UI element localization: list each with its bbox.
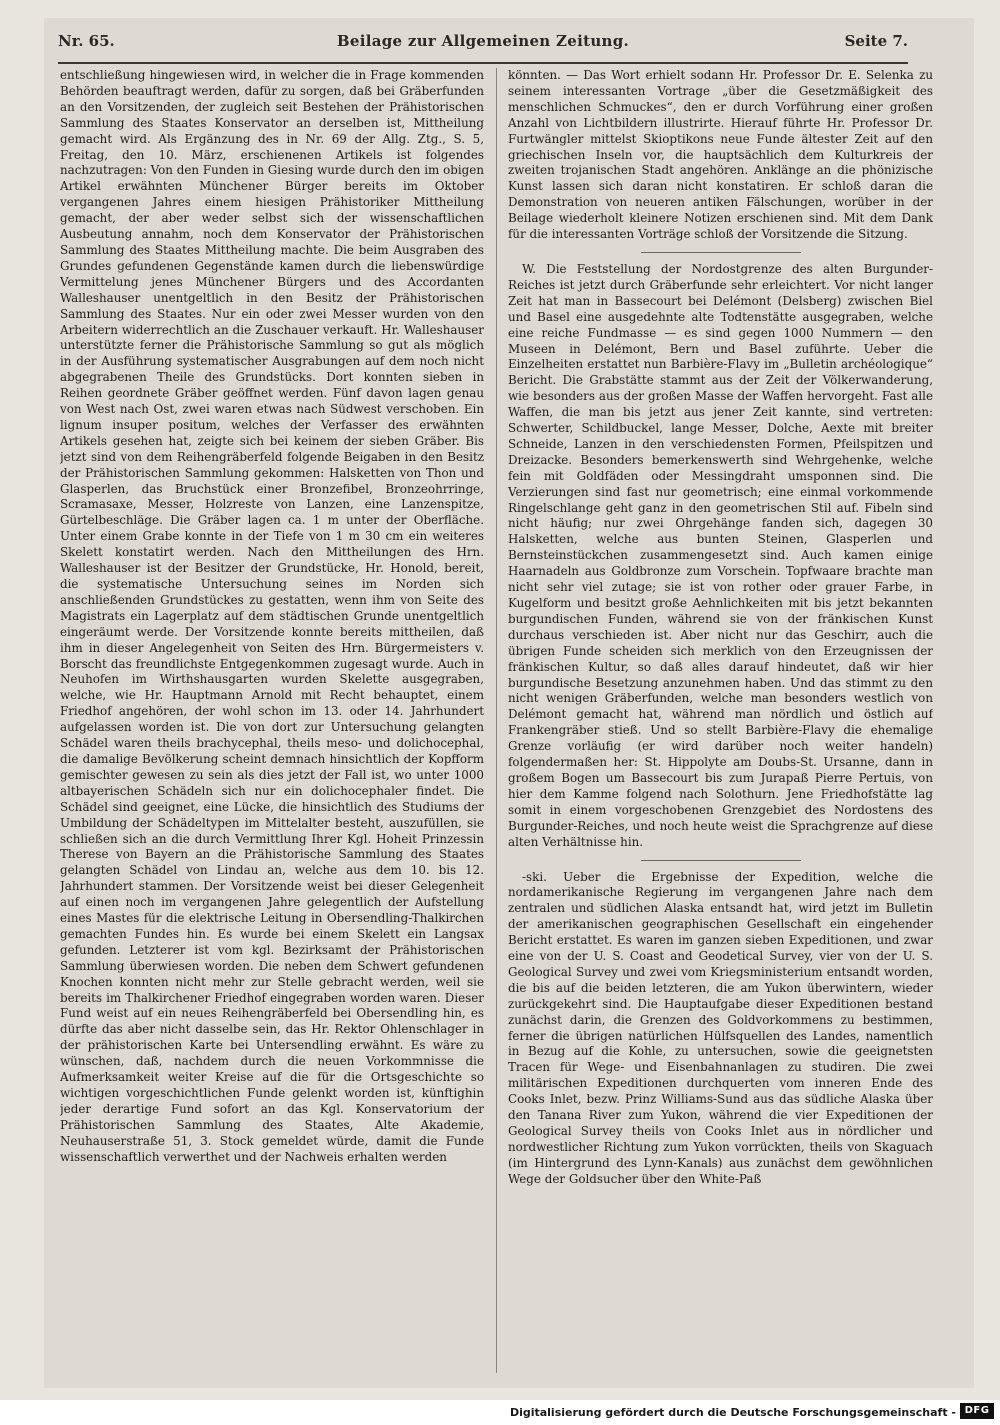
issue-number: Nr. 65. <box>58 32 115 50</box>
right-column <box>508 68 933 1378</box>
page-number: Seite 7. <box>844 32 908 50</box>
article-continuation: entschließung hingewiesen wird, in welcher die in Frage kommenden Behörden beauftragt werden, dafür zu sorgen, daß bei Gräberfunden an den Vorsitzenden, der zugleich seit Bestehen der Prähistorischen Sammlung des Staates Konservator an derselben ist, Mittheilung gemacht wird. Als Ergänzung des in Nr. 69 der Allg. Ztg., S. 5, Freitag, den 10. März, erschienenen Artikels ist folgendes nachzutragen: Von den Funden in Giesing wurde durch den im obigen Artikel erwähnten Münchener Bürger bereits im Oktober vergangenen Jahres einem hiesigen Prähistoriker Mittheilung gemacht, der aber weder selbst sich der wissenschaftlichen Ausbeutung annahm, noch dem Konservator der Prähistorischen Sammlung des Staates Mittheilung machte. Die beim Ausgraben des Grundes gefundenen Gegenstände kamen durch die liebenswürdige Vermittelung jenes Münchener Bürgers und des Accordanten Walleshauser unentgeltlich in den Besitz der Prähistorischen Sammlung des Staates. Nur ein oder zwei Messer wurden von den Arbeitern widerrechtlich an die Zuschauer verkauft. Hr. Walleshauser unterstützte ferner die Prähistorische Sammlung so gut als möglich in der Ausführung systematischer Ausgrabungen auf dem noch nicht abgegrabenen Theile des Grundstücks. Dort konnten sieben in Reihen geordnete Gräber geöffnet werden. Fünf davon lagen genau von West nach Ost, zwei waren etwas nach Südwest verschoben. Ein lignum insuper positum, welches der Verfasser des erwähnten Artikels gesehen hat, zeigte sich bei keinem der sieben Gräber. Bis jetzt sind von dem Reihengräberfeld folgende Beigaben in den Besitz der Prähistorischen Sammlung gekommen: Halsketten von Thon und Glasperlen, das Bruchstück einer Bronzefibel, Bronzeohrringe, Scramasaxe, Messer, Holzreste von Lanzen, eine Lanzenspitze, Gürtelbeschläge. Die Gräber lagen ca. 1 m unter der Oberfläche. Unter einem Grabe konnte in der Tiefe von 1 m 30 cm ein weiteres Skelett konstatirt werden. Nach den Mittheilungen des Hrn. Walleshauser ist der Besitzer der Grundstücke, Hr. Honold, bereit, die systematische Untersuchung seines im Norden sich anschließenden Grundstückes zu gestatten, wenn ihm von Seite des Magistrats ein Lagerplatz auf dem städtischen Grunde unentgeltlich eingeräumt werde. Der Vorsitzende konnte bereits mittheilen, daß ihm in dieser Angelegenheit von Seiten des Hrn. Bürgermeisters v. Borscht das freundlichste Entgegenkommen zugesagt wurde. Auch in Neuhofen im Wirthshausgarten wurden Skelette ausgegraben, welche, wie Hr. Hauptmann Arnold mit Recht behauptet, einem Friedhof angehören, der wohl schon im 13. oder 14. Jahrhundert aufgelassen worden ist. Die von dort zur Untersuchung gelangten Schädel waren theils brachycephal, theils meso- und dolichocephal, die damalige Bevölkerung scheint demnach hinsichtlich der Kopfform gemischter gewesen zu sein als dies jetzt der Fall ist, wo unter 1000 altbayerischen Schädeln sich nur ein dolichocephaler findet. Die Schädel sind geeignet, eine Lücke, die hinsichtlich des Studiums der Umbildung der Schädeltypen im Mittelalter besteht, auszufüllen, sie schließen sich an die durch Vermittlung Ihrer Kgl. Hoheit Prinzessin Therese von Bayern an die Prähistorische Sammlung des Staates gelangten Schädel von Lindau an, welche aus dem 10. bis 12. Jahrhundert stammen. Der Vorsitzende weist bei dieser Gelegenheit auf einen noch im vergangenen Jahre gelegentlich der Aufstellung eines Mastes für die elektrische Leitung in Obersendling-Thalkirchen gemachten Fundes hin. Es wurde bei einem Skelett ein Langsax gefunden. Letzterer ist vom kgl. Bezirksamt der Prähistorischen Sammlung überwiesen worden. Die neben dem Schwert gefundenen Knochen konnten nicht mehr zur Stelle gebracht werden, weil sie bereits im Thalkirchener Friedhof eingegraben worden waren. Dieser Fund weist auf ein neues Reihengräberfeld bei Obersendling hin, es dürfte das aber nicht dasselbe sein, das Hr. Rektor Ohlenschlager in der prähistorischen Karte bei Untersendling erwähnt. Es wäre zu wünschen, daß, nachdem durch die neuen Vorkommnisse die Aufmerksamkeit weiter Kreise auf die für die Ortsgeschichte so wichtigen vorgeschichtlichen Funde gelenkt worden ist, künftighin jeder derartige Fund sofort an das Kgl. Konservatorium der Prähistorischen Sammlung des Staates, Alte Akademie, Neuhauserstraße 51, 3. Stock gemeldet würde, damit die Funde wissenschaftlich verwerthet und der Nachweis erhalten werden <box>60 68 484 1164</box>
running-head <box>58 32 908 58</box>
article-burgundian-border: W. Die Feststellung der Nordostgrenze des alten Burgunder-Reiches ist jetzt durch Gräberfunde sehr erleichtert. Vor nicht langer Zeit hat man in Bassecourt bei Delémont (Delsberg) zwischen Biel und Basel eine ausgedehnte alte Todtenstätte ausgegraben, welche eine reiche Fundmasse — es sind gegen 1000 Nummern — den Museen in Delémont, Bern und Basel zuführte. Ueber die Einzelheiten erstattet nun Barbière-Flavy im „Bulletin archéologique“ Bericht. Die Grabstätte stammt aus der Zeit der Völkerwanderung, wie besonders aus der großen Masse der Waffen hervorgeht. Fast alle Waffen, die man bis jetzt aus jener Zeit kannte, sind vertreten: Schwerter, Schildbuckel, lange Messer, Dolche, Aexte mit breiter Schneide, Lanzen in den verschiedensten Formen, Pfeilspitzen und Dreizacke. Besonders bemerkenswerth sind Wehrgehenke, welche fein mit Goldfäden oder Messingdraht umsponnen sind. Die Verzierungen sind fast nur geometrisch; eine einmal vorkommende Ringelschlange geht ganz in den geometrischen Stil auf. Fibeln sind nicht häufig; nur zwei Ohrgehänge fanden sich, dagegen 30 Halsketten, welche aus bunten Steinen, Glasperlen und Bernsteinstückchen zusammengesetzt sind. Auch kamen einige Haarnadeln aus Goldbronze zum Vorschein. Topfwaare brachte man nicht sehr viel zutage; sie ist von rother oder grauer Farbe, in Kugelform und besitzt große Aehnlichkeiten mit bis jetzt bekannten burgundischen Funden, während sie von der fränkischen Kunst durchaus verschieden ist. Aber nicht nur das Geschirr, auch die übrigen Funde scheiden sich merklich von den Erzeugnissen der fränkischen Kultur, so daß alles darauf hindeutet, daß wir hier burgundische Besetzung anzunehmen haben. Und das stimmt zu den nicht wenigen Gräberfunden, welche man besonders westlich von Delémont gemacht hat, während man nördlich und östlich auf Frankengräber stieß. Und so stellt Barbière-Flavy die ehemalige Grenze vorläufig (er wird darüber noch weiter handeln) folgendermaßen her: St. Hippolyte am Doubs-St. Ursanne, dann in großem Bogen um Bassecourt bis zum Jurapaß Pierre Pertuis, von hier dem Kamme folgend nach Solothurn. Jene Friedhofstätte lag somit in einem vorgeschobenen Grenzgebiet des Nordostens des Burgunder-Reiches, und noch heute weist die Sprachgrenze auf diese alten Verhältnisse hin. <box>508 261 933 849</box>
left-column <box>60 68 484 1378</box>
article-separator <box>641 252 801 253</box>
dfg-logo-icon: DFG <box>960 1403 994 1419</box>
digitization-credit: Digitalisierung gefördert durch die Deutsche Forschungsgemeinschaft - <box>509 1406 956 1419</box>
article-separator <box>641 860 801 861</box>
article-continuation-end: könnten. — Das Wort erhielt sodann Hr. Professor Dr. E. Selenka zu seinem interessanten Vortrage „über die Gesetzmäßigkeit des menschlichen Schmuckes“, den er durch Vorführung einer großen Anzahl von Lichtbildern illustrirte. Hierauf führte Hr. Professor Dr. Furtwängler mittelst Skioptikons neue Funde ältester Zeit auf den griechischen Inseln vor, die hauptsächlich dem Kulturkreis der zweiten trojanischen Stadt angehören. Anklänge an die phönizische Kunst lassen sich daran nicht konstatiren. Er schloß daran die Demonstration von neueren antiken Fälschungen, worüber in der Beilage wiederholt kleinere Notizen erschienen sind. Mit dem Dank für die interessanten Vorträge schloß der Vorsitzende die Sitzung. <box>508 68 933 242</box>
article-alaska-expedition: -ski. Ueber die Ergebnisse der Expedition, welche die nordamerikanische Regierung im vergangenen Jahre nach dem zentralen und südlichen Alaska entsandt hat, wird jetzt im Bulletin der amerikanischen geographischen Gesellschaft ein eingehender Bericht erstattet. Es waren im ganzen sieben Expeditionen, und zwar eine von der U. S. Coast and Geodetical Survey, vier von der U. S. Geological Survey und zwei vom Kriegsministerium entsandt worden, die bis auf die beiden letzteren, die am Yukon überwintern, wieder zurückgekehrt sind. Die Hauptaufgabe dieser Expeditionen bestand zunächst darin, die Grenzen des Goldvorkommens zu bestimmen, ferner die übrigen natürlichen Hülfsquellen des Landes, namentlich in Bezug auf die Kohle, zu untersuchen, sowie die geeignetsten Tracen für Wege- und Eisenbahnanlagen zu studiren. Die zwei militärischen Expeditionen durchquerten vom inneren Ende des Cooks Inlet, bezw. Prinz Williams-Sund aus das südliche Alaska über den Tanana River zum Yukon, während die vier Expeditionen der Geological Survey theils von Cooks Inlet aus in nördlicher und nordwestlicher Richtung zum Yukon vorrückten, theils von Skaguach (im Hintergrund des Lynn-Kanals) aus zunächst dem gewöhnlichen Wege der Goldsucher über den White-Paß <box>508 869 933 1186</box>
publication-title: Beilage zur Allgemeinen Zeitung. <box>336 32 630 50</box>
header-rule <box>58 62 908 64</box>
column-divider <box>496 68 497 1373</box>
